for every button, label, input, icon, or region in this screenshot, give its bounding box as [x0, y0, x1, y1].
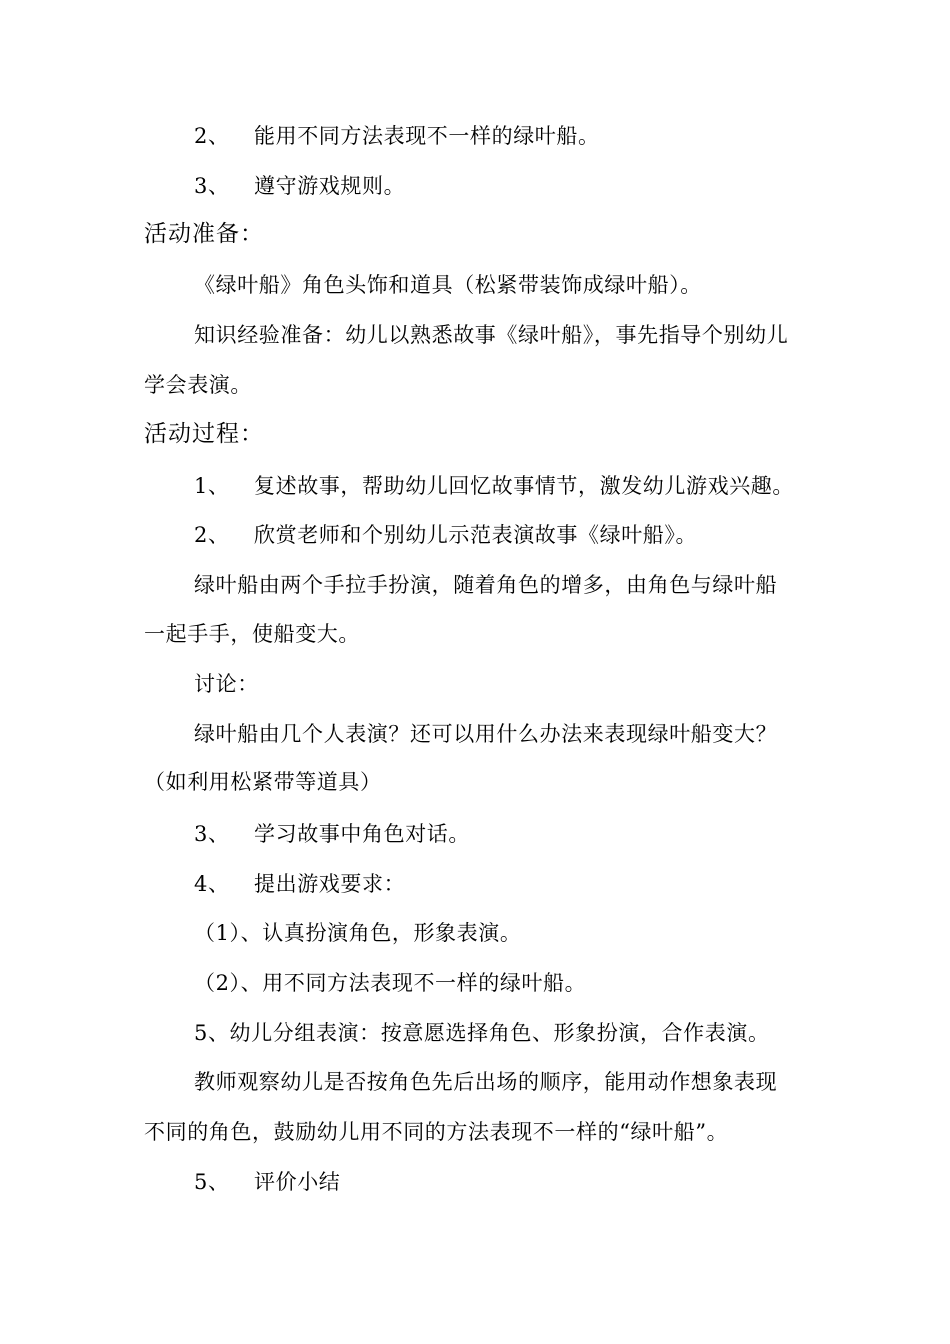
observe-line1: 教师观察幼儿是否按角色先后出场的顺序，能用动作想象表现	[194, 1070, 778, 1094]
requirement-1: （1）、认真扮演角色，形象表演。	[194, 921, 522, 945]
requirement-2: （2）、用不同方法表现不一样的绿叶船。	[194, 971, 587, 995]
step-text: 评价小结	[254, 1170, 341, 1194]
discussion-label: 讨论：	[194, 672, 259, 696]
discussion-line2: （如利用松紧带等道具）	[144, 770, 382, 794]
goal-text: 遵守游戏规则。	[254, 174, 406, 198]
step-text: 学习故事中角色对话。	[254, 822, 470, 846]
prep-knowledge-line2: 学会表演。	[144, 373, 252, 397]
process-heading: 活动过程：	[144, 421, 264, 447]
step-number: 1、	[194, 474, 230, 498]
process-step-2	[194, 521, 697, 549]
prep-knowledge-line1: 知识经验准备：幼儿以熟悉故事《绿叶船》，事先指导个别幼儿	[194, 323, 789, 347]
step-number: 4、	[194, 872, 230, 896]
observe-line2: 不同的角色，鼓励幼儿用不同的方法表现不一样的“绿叶船”。	[144, 1120, 729, 1144]
process-step-3	[194, 820, 470, 848]
process-step-4	[194, 870, 405, 898]
process-step-1	[194, 472, 794, 500]
process-step-5-eval	[194, 1168, 340, 1196]
step-text: 欣赏老师和个别幼儿示范表演故事《绿叶船》。	[254, 523, 698, 547]
prep-props: 《绿叶船》角色头饰和道具（松紧带装饰成绿叶船）。	[194, 273, 702, 297]
step-number: 3、	[194, 822, 230, 846]
goal-text: 能用不同方法表现不一样的绿叶船。	[254, 124, 600, 148]
step-number: 2、	[194, 523, 230, 547]
boat-paragraph-line2: 一起手手，使船变大。	[144, 622, 360, 646]
prep-heading: 活动准备：	[144, 221, 264, 247]
boat-paragraph-line1: 绿叶船由两个手拉手扮演，随着角色的增多，由角色与绿叶船	[194, 573, 778, 597]
goal-item-2	[194, 122, 600, 150]
step-number: 5、	[194, 1170, 230, 1194]
process-step-5-group: 5、幼儿分组表演：按意愿选择角色、形象扮演，合作表演。	[194, 1021, 770, 1045]
goal-number: 3、	[194, 174, 230, 198]
step-text: 提出游戏要求：	[254, 872, 406, 896]
goal-item-3	[194, 172, 405, 200]
goal-number: 2、	[194, 124, 230, 148]
discussion-line1: 绿叶船由几个人表演？还可以用什么办法来表现绿叶船变大？	[194, 722, 778, 746]
step-text: 复述故事，帮助幼儿回忆故事情节，激发幼儿游戏兴趣。	[254, 474, 794, 498]
